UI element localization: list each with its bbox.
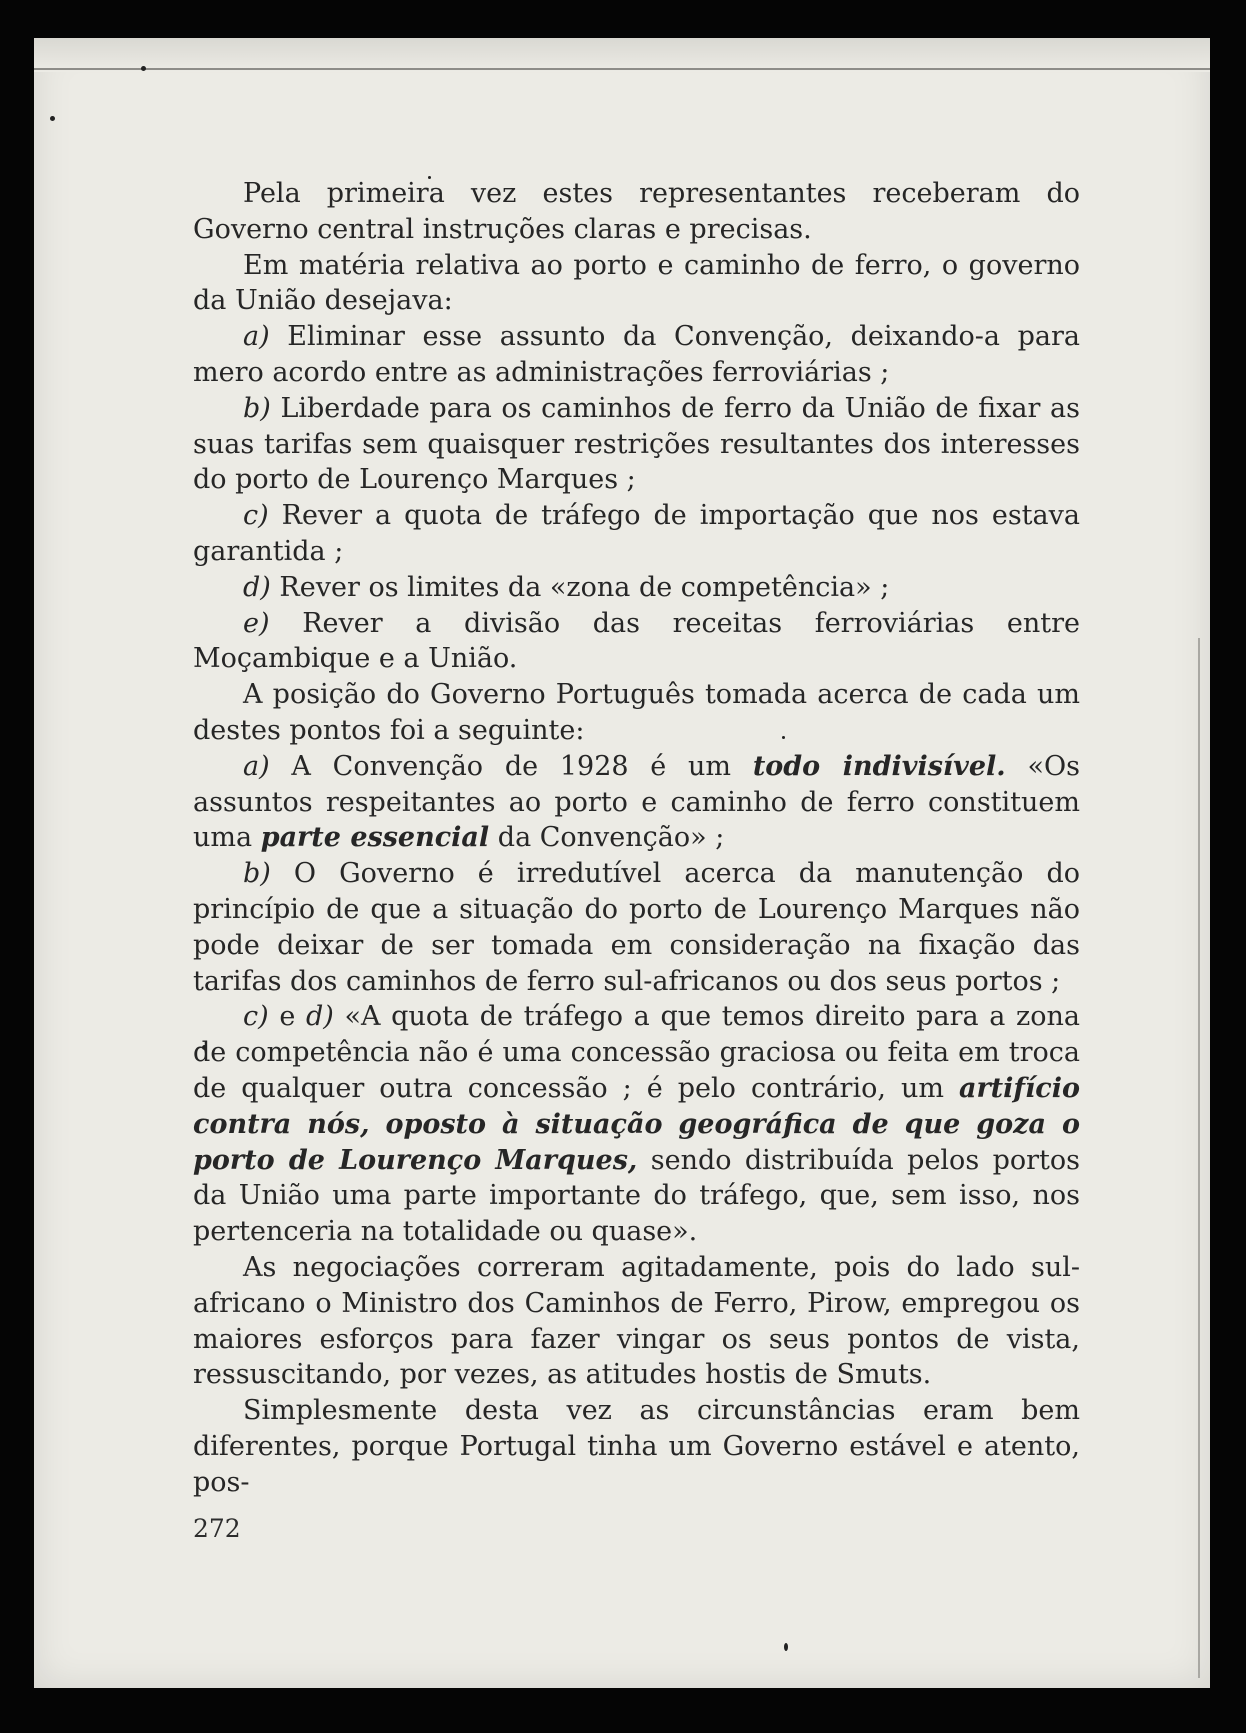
position-emphasis-a-1: todo indivisível. — [752, 750, 1006, 782]
wish-item-e — [193, 606, 1080, 678]
paragraph-closing: Simplesmente desta vez as circunstâncias eram bem diferentes, porque Portugal tinha um Governo estável e atento, pos- — [193, 1395, 1080, 1498]
wish-label-e: e) — [243, 607, 270, 639]
page-top-edge — [34, 38, 1210, 72]
position-text-cd-1: «A quota de tráfego a que temos direito para a zona de competência não é uma concessão graciosa ou feita em troca de qualquer outra concessão ; é pelo contrário, um — [193, 1001, 1080, 1104]
wish-item-c — [193, 498, 1080, 570]
position-text-a-2: «Os assuntos respeitantes ao porto e caminho de ferro constituem uma — [193, 750, 1080, 854]
ink-speck — [50, 116, 55, 121]
position-label-c: c) — [243, 1001, 269, 1033]
wish-label-d: d) — [243, 571, 271, 603]
paragraph-portuguese-position: A posição do Governo Português tomada acerca de cada um destes pontos foi a seguinte: — [193, 679, 1080, 746]
wish-item-d — [193, 570, 1080, 606]
page-number: 272 — [193, 1514, 241, 1543]
position-item-b — [193, 856, 1080, 999]
ink-speck — [784, 1643, 788, 1651]
wish-label-a: a) — [243, 321, 270, 353]
paragraph-instructions: Pela primeira vez estes representantes receberam do Governo central instruções claras e precisas. — [193, 178, 1080, 245]
wish-text-d: Rever os limites da «zona de competência» ; — [279, 571, 890, 603]
wish-text-b: Liberdade para os caminhos de ferro da União de fixar as suas tarifas sem quaisquer restrições resultantes dos interesses do porto de Lourenço Marques ; — [193, 392, 1080, 496]
paragraph-negotiations: As negociações correram agitadamente, pois do lado sul-africano o Ministro dos Caminhos de Ferro, Pirow, empregou os maiores esforços para fazer vingar os seus pontos de vista, ressuscitando, por vezes, as atitudes hostis de Smuts. — [193, 1251, 1080, 1391]
position-item-a — [193, 749, 1080, 856]
position-text-b: O Governo é irredutível acerca da manutenção do princípio de que a situação do porto de Lourenço Marques não pode deixar de ser tomada em consideração na fixação das tarifas dos caminhos de ferro sul-africanos ou dos seus portos ; — [193, 858, 1080, 997]
position-emphasis-a-2: parte essencial — [260, 822, 490, 854]
ink-speck — [141, 66, 146, 71]
paragraph-union-wishes: Em matéria relativa ao porto e caminho de ferro, o governo da União desejava: — [193, 249, 1080, 317]
page-top-rule — [34, 68, 1210, 70]
position-text-cd-2: sendo distribuída pelos portos da União uma parte importante do tráfego, que, sem isso, nos pertenceria na totalidade ou quase». — [193, 1144, 1080, 1248]
position-text-a-3: da Convenção» ; — [497, 822, 725, 854]
wish-text-a: Eliminar esse assunto da Convenção, deixando-a para mero acordo entre as administrações ferroviárias ; — [193, 321, 1080, 388]
position-item-cd — [193, 999, 1080, 1250]
position-emphasis-cd: artifício contra nós, oposto à situação geográfica de que goza o porto de Lourenço Marques, — [193, 1072, 1080, 1176]
wish-label-c: c) — [243, 500, 269, 532]
body-text — [193, 176, 1080, 1500]
position-label-a: a) — [243, 750, 270, 782]
page-right-edge — [1198, 638, 1200, 1678]
position-label-b: b) — [243, 858, 271, 890]
wish-item-b — [193, 391, 1080, 498]
wish-text-e: Rever a divisão das receitas ferroviárias entre Moçambique e a União. — [193, 607, 1080, 675]
position-label-d: d) — [305, 1001, 334, 1033]
wish-item-a — [193, 319, 1080, 391]
position-conjunction: e — [279, 1001, 296, 1033]
wish-text-c: Rever a quota de tráfego de importação que nos estava garantida ; — [193, 500, 1080, 567]
wish-label-b: b) — [243, 392, 271, 424]
position-text-a-1: A Convenção de 1928 é um — [291, 750, 732, 782]
